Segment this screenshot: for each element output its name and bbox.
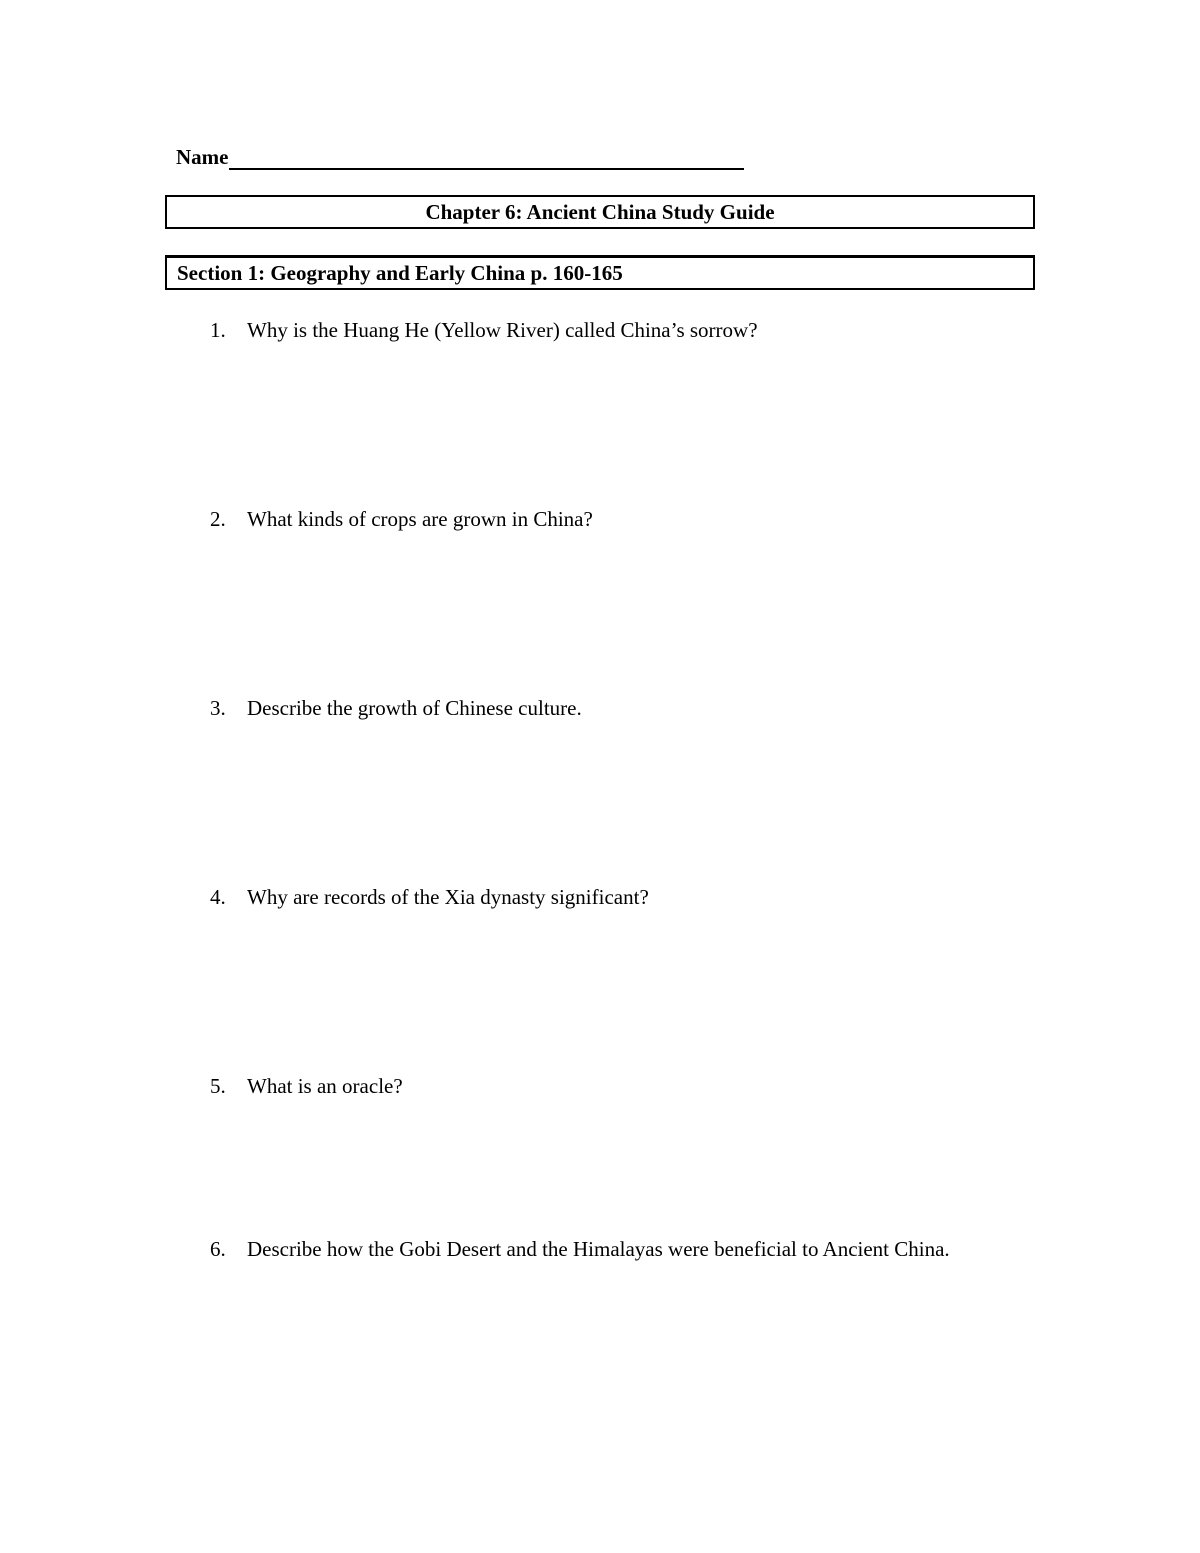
question-text: What is an oracle? xyxy=(247,1074,403,1098)
name-field[interactable] xyxy=(176,140,744,170)
question-number: 5. xyxy=(210,1074,226,1098)
name-label: Name xyxy=(176,145,229,169)
question-text: Describe the growth of Chinese culture. xyxy=(247,696,582,720)
document-title-box xyxy=(165,195,1035,229)
name-blank-line[interactable] xyxy=(229,142,744,170)
question-number: 1. xyxy=(210,318,226,342)
question-text: Why is the Huang He (Yellow River) called China’s sorrow? xyxy=(247,318,758,342)
question-number: 6. xyxy=(210,1237,226,1261)
section-heading: Section 1: Geography and Early China p. 160-165 xyxy=(177,260,623,285)
document-title: Chapter 6: Ancient China Study Guide xyxy=(425,199,775,224)
question-text: What kinds of crops are grown in China? xyxy=(247,507,593,531)
question-number: 3. xyxy=(210,696,226,720)
question-text: Why are records of the Xia dynasty significant? xyxy=(247,885,649,909)
section-heading-box xyxy=(165,255,1035,290)
question-text: Describe how the Gobi Desert and the Himalayas were beneficial to Ancient China. xyxy=(247,1237,950,1261)
question-number: 2. xyxy=(210,507,226,531)
question-number: 4. xyxy=(210,885,226,909)
